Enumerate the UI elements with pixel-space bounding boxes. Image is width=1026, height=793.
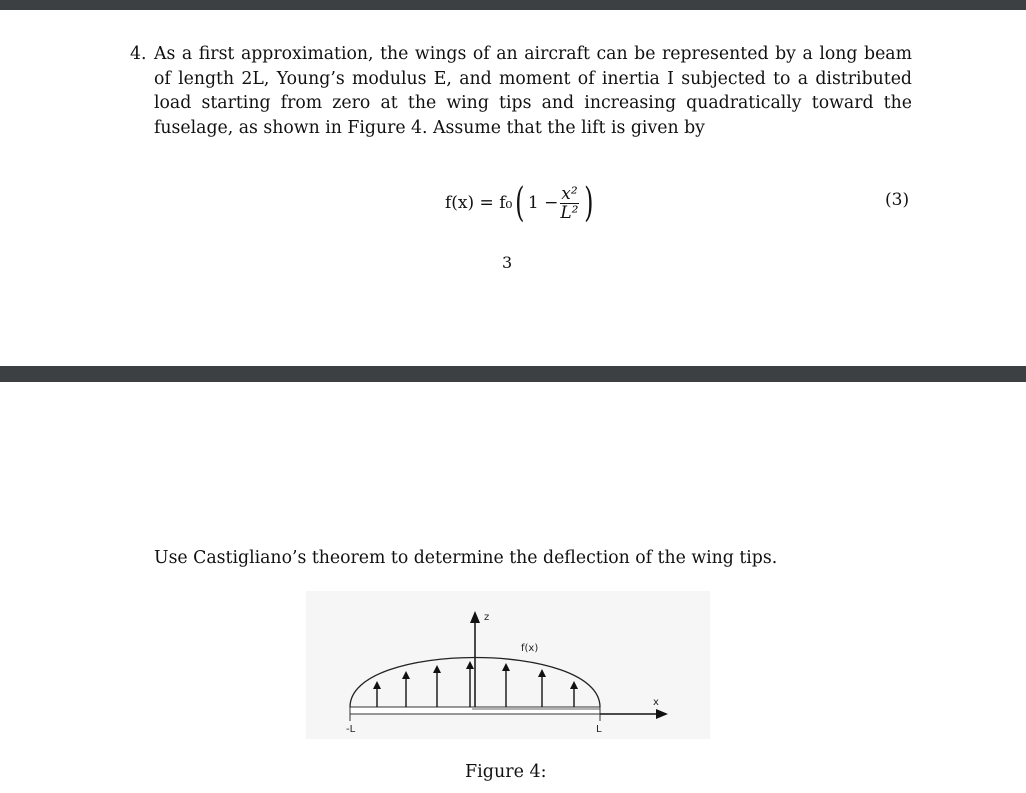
load-arrowhead xyxy=(433,665,441,673)
page-number: 3 xyxy=(502,253,513,272)
lift-equation xyxy=(445,175,596,231)
equation-one-minus: 1 − xyxy=(527,193,559,213)
equation-lhs: f(x) = f₀ xyxy=(445,193,513,213)
z-axis-arrowhead xyxy=(470,611,480,623)
load-arrowhead xyxy=(402,671,410,679)
figure-caption: Figure 4: xyxy=(465,762,547,782)
document-page-1 xyxy=(0,10,1026,366)
load-arrowhead xyxy=(570,681,578,689)
fraction-numerator: x² xyxy=(561,183,578,204)
document-page-2 xyxy=(0,382,1026,793)
x-axis-label: x xyxy=(653,697,659,708)
beam xyxy=(350,707,600,714)
left-paren: ( xyxy=(515,180,525,226)
question-text: Use Castigliano’s theorem to determine the deflection of the wing tips. xyxy=(154,548,778,568)
right-end-label: L xyxy=(596,724,602,735)
x-axis-arrowhead xyxy=(656,709,668,719)
equation-fraction xyxy=(560,185,578,222)
z-axis-label: z xyxy=(484,612,490,623)
problem-4 xyxy=(130,42,912,140)
load-arrowhead xyxy=(466,661,474,669)
load-label: f(x) xyxy=(521,643,539,654)
load-arrowhead xyxy=(502,663,510,671)
fraction-denominator: L² xyxy=(560,202,579,223)
load-arrowhead xyxy=(538,669,546,677)
equation-number: (3) xyxy=(885,190,910,210)
load-arrowhead xyxy=(373,681,381,689)
problem-number: 4. xyxy=(130,44,147,64)
figure-4 xyxy=(306,591,710,739)
problem-text: As a first approximation, the wings of an aircraft can be represented by a long beam of length 2L, Young’s modulus E, and moment of inertia I subjected to a distributed load starting from zero at the wing tips and increasing quadratically toward the fuselage, as shown in Figure 4. Assume that the lift is given by xyxy=(154,44,912,138)
right-paren: ) xyxy=(583,180,593,226)
wing-load-diagram xyxy=(306,591,710,739)
left-end-label: -L xyxy=(346,724,356,735)
